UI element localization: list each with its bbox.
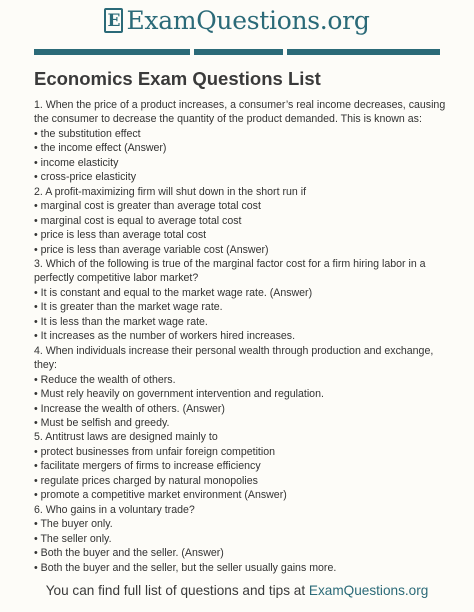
answer-option: • The buyer only. — [34, 518, 113, 531]
divider-segment — [194, 49, 284, 55]
question-text: 1. When the price of a product increases, a consumer’s real income decreases, causing — [34, 99, 446, 111]
site-logo[interactable] — [0, 6, 474, 35]
answer-option: • cross-price elasticity — [34, 171, 137, 184]
logo-mark-icon: E — [104, 8, 123, 33]
answer-option: • Both the buyer and the seller, but the seller usually gains more. — [34, 561, 337, 574]
logo-text: ExamQuestions.org — [126, 6, 370, 35]
header-divider — [34, 49, 440, 55]
questions-list — [34, 98, 446, 575]
answer-option: • It is greater than the market wage rate. — [34, 301, 223, 314]
answer-option: • price is less than average total cost — [34, 229, 207, 242]
question-text: 4. When individuals increase their personal wealth through production and exchange, — [34, 344, 434, 357]
answer-option: • It is constant and equal to the market wage rate. (Answer) — [34, 286, 313, 299]
answer-option: • Must be selfish and greedy. — [34, 416, 170, 429]
footer — [0, 583, 474, 598]
page-title: Economics Exam Questions List — [34, 68, 321, 89]
answer-option: • the substitution effect — [34, 127, 141, 140]
answer-option: • the income effect (Answer) — [34, 142, 167, 155]
answer-option: • price is less than average variable cost (Answer) — [34, 243, 269, 256]
question-text: perfectly competitive labor market? — [34, 272, 199, 285]
answer-option: • Must rely heavily on government intervention and regulation. — [34, 388, 324, 401]
answer-option: • marginal cost is greater than average total cost — [34, 200, 261, 213]
answer-option: • Increase the wealth of others. (Answer) — [34, 402, 225, 415]
question-text: 3. Which of the following is true of the marginal factor cost for a firm hiring labor in a — [34, 257, 426, 270]
footer-link[interactable]: ExamQuestions.org — [308, 583, 429, 598]
answer-option: • It is less than the market wage rate. — [34, 315, 208, 328]
answer-option: • Both the buyer and the seller. (Answer) — [34, 547, 224, 560]
question-text: 6. Who gains in a voluntary trade? — [34, 503, 195, 516]
answer-option: • income elasticity — [34, 156, 119, 169]
question-text: the consumer to decrease the quantity of the product demanded. This is known as: — [34, 113, 422, 126]
answer-option: • It increases as the number of workers hired increases. — [34, 330, 296, 343]
question-text: they: — [34, 359, 57, 372]
answer-option: • regulate prices charged by natural monopolies — [34, 474, 258, 487]
question-text: 2. A profit-maximizing firm will shut down in the short run if — [34, 185, 307, 198]
answer-option: • promote a competitive market environment (Answer) — [34, 489, 287, 502]
answer-option: • protect businesses from unfair foreign competition — [34, 445, 276, 458]
answer-option: • The seller only. — [34, 532, 112, 545]
answer-option: • marginal cost is equal to average total cost — [34, 214, 242, 227]
question-text: 5. Antitrust laws are designed mainly to — [34, 431, 218, 444]
divider-segment — [34, 49, 190, 55]
answer-option: • facilitate mergers of firms to increase efficiency — [34, 460, 261, 473]
divider-segment — [287, 49, 440, 55]
answer-option: • Reduce the wealth of others. — [34, 373, 176, 386]
footer-text: You can find full list of questions and tips at — [45, 583, 309, 598]
